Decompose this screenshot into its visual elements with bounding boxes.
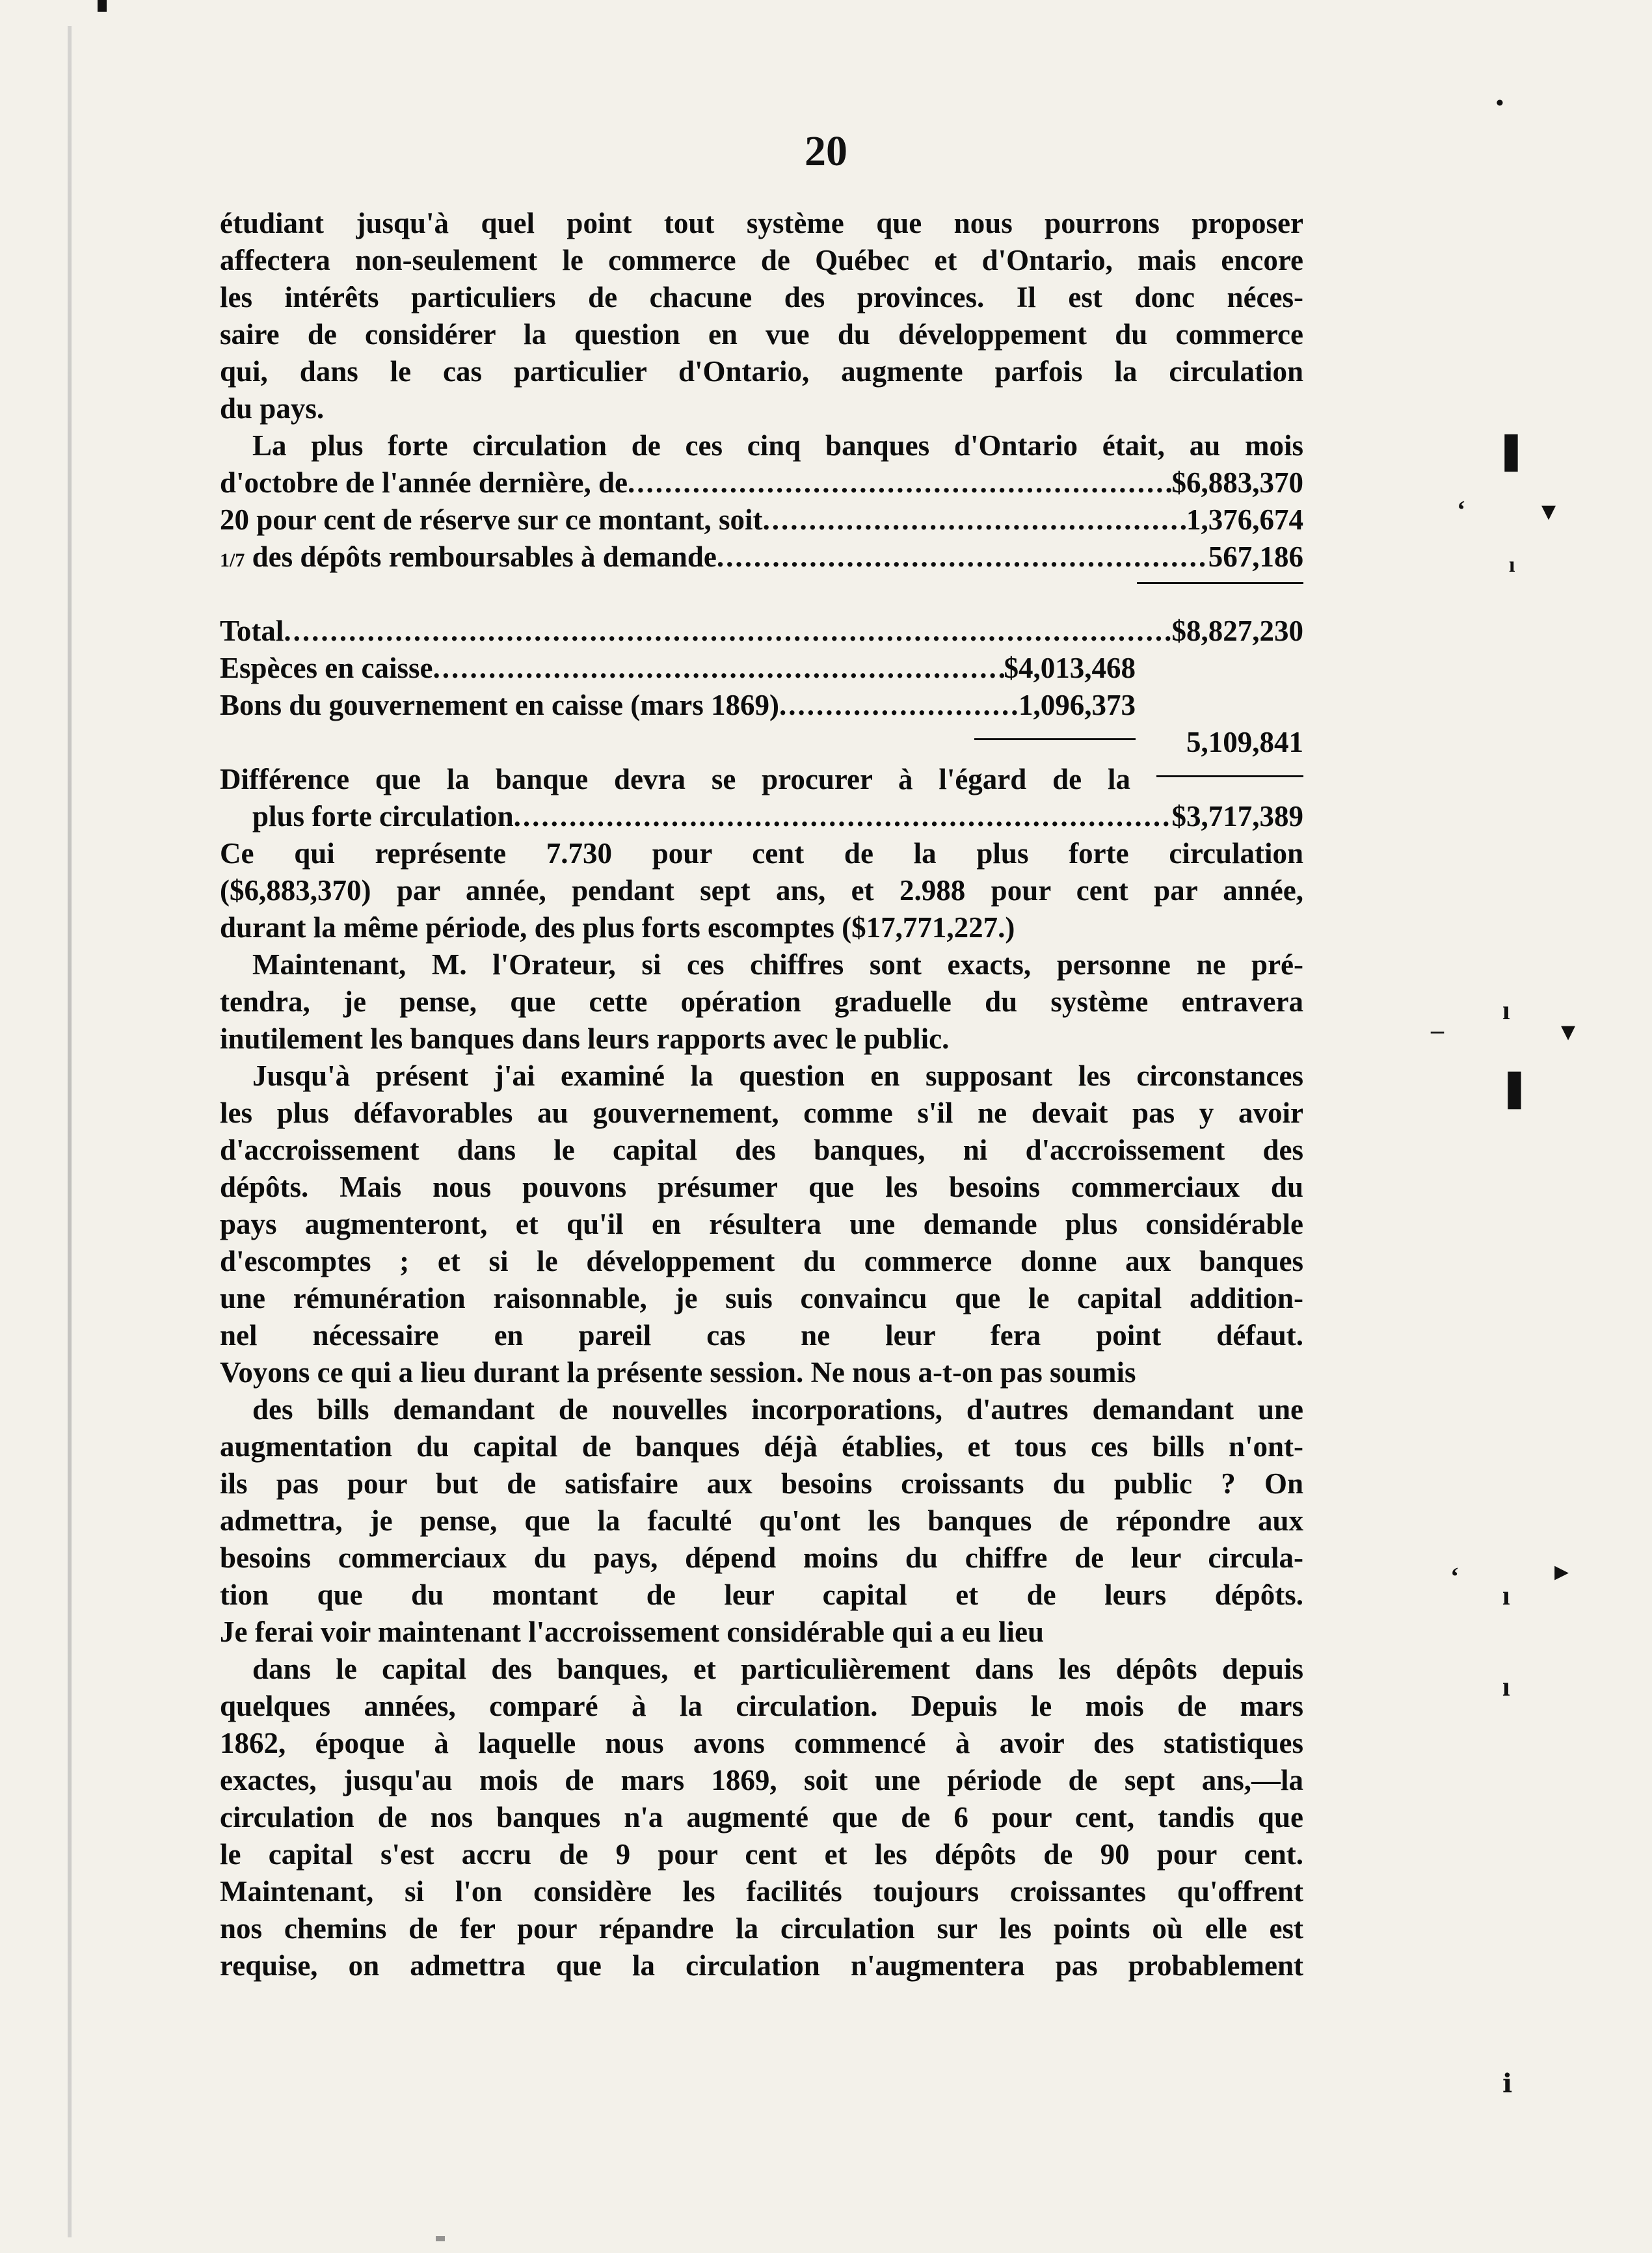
ledger-row-total [220, 613, 1303, 650]
text-line: Voyons ce qui a lieu durant la présente session. Ne nous a-t-on pas soumis [220, 1356, 1136, 1389]
ledger-value: 1,096,373 [1019, 689, 1136, 721]
text-line: quelques années, comparé à la circulation. Depuis le mois de mars [220, 1690, 1303, 1722]
ledger-row-gov-notes [220, 687, 1136, 724]
margin-mark-icon: ı [1502, 1581, 1510, 1611]
text-line: dans le capital des banques, et particulièrement dans les dépôts depuis [252, 1653, 1303, 1685]
ledger-row-difference-cont [220, 798, 1303, 835]
ledger-row-circulation [220, 464, 1303, 501]
ledger-row-reserve [220, 501, 1303, 539]
ledger-value: $8,827,230 [1171, 615, 1303, 647]
text-line: qui, dans le cas particulier d'Ontario, augmente parfois la circulation [220, 355, 1303, 388]
margin-mark-icon: ʻ [1457, 495, 1466, 524]
text-line: Ce qui représente 7.730 pour cent de la plus forte circulation [220, 837, 1303, 870]
margin-mark-icon: ▾ [1541, 495, 1556, 527]
leader-dots [779, 687, 1019, 724]
ledger-label: Différence que la banque devra se procurer à l'égard de la [220, 763, 1130, 795]
leader-dots [514, 798, 1172, 835]
ledger-value: $6,883,370 [1171, 466, 1303, 499]
ledger-value: 1,376,674 [1186, 503, 1303, 536]
text-line: inutilement les banques dans leurs rapports avec le public. [220, 1022, 950, 1055]
text-line: le capital s'est accru de 9 pour cent et les dépôts de 90 pour cent. [220, 1838, 1303, 1871]
ledger-label: Bons du gouvernement en caisse (mars 1869) [220, 689, 779, 721]
margin-mark-icon: ▾ [1561, 1015, 1576, 1047]
text-line: pays augmenteront, et qu'il en résultera une demande plus considérable [220, 1208, 1303, 1240]
leader-dots [433, 650, 1004, 687]
rule-line [220, 576, 1303, 613]
text-line [220, 1984, 1303, 2021]
text-line: ($6,883,370) par année, pendant sept ans, et 2.988 pour cent par année, [220, 874, 1303, 907]
ledger-label: Total [220, 615, 284, 647]
subtotal-rule [974, 738, 1136, 740]
text-line: les plus défavorables au gouvernement, comme s'il ne devait pas y avoir [220, 1097, 1303, 1129]
ledger-value: 5,109,841 [1186, 726, 1303, 758]
text-line: saire de considérer la question en vue du développement du commerce [220, 318, 1303, 351]
text-line: ils pas pour but de satisfaire aux besoins croissants du public ? On [220, 1467, 1303, 1500]
text-line: augmentation du capital de banques déjà établies, et tous ces bills n'ont- [220, 1430, 1303, 1463]
ledger-label: d'octobre de l'année dernière, de [220, 466, 628, 499]
fraction: 1/7 [220, 550, 245, 571]
text-line: admettra, je pense, que la faculté qu'ont les banques de répondre aux [220, 1504, 1303, 1537]
text-line: circulation de nos banques n'a augmenté que de 6 pour cent, tandis que [220, 1801, 1303, 1833]
text-line: une rémunération raisonnable, je suis convaincu que le capital addition- [220, 1282, 1303, 1314]
margin-mark-icon: ❚ [1496, 431, 1526, 471]
text-line: d'accroissement dans le capital des banques, ni d'accroissement des [220, 1134, 1303, 1166]
sum-rule [1137, 582, 1303, 584]
margin-mark-icon: ʻ [1450, 1562, 1459, 1591]
leader-dots [628, 464, 1171, 501]
text-line: Jusqu'à présent j'ai examiné la question en supposant les circonstances [252, 1060, 1303, 1092]
margin-mark-icon: ⅰ [1502, 2069, 1513, 2098]
text-line: dépôts. Mais nous pouvons présumer que les besoins commerciaux du [220, 1171, 1303, 1203]
margin-mark-icon: ı [1509, 553, 1515, 577]
ledger-label: 20 pour cent de réserve sur ce montant, soit [220, 503, 763, 536]
ledger-row-difference [220, 761, 1303, 798]
text-line: exactes, jusqu'au mois de mars 1869, soit une période de sept ans,—la [220, 1764, 1303, 1796]
scan-corner-mark [98, 0, 107, 12]
ledger-value: $3,717,389 [1171, 800, 1303, 833]
smudge-mark [436, 2236, 445, 2241]
ledger-label: 1/7 des dépôts remboursables à demande [220, 540, 717, 573]
text-line: Maintenant, M. l'Orateur, si ces chiffres sont exacts, personne ne pré- [252, 948, 1303, 981]
text-line: Je ferai voir maintenant l'accroissement considérable qui a eu lieu [220, 1616, 1044, 1648]
text-line: requise, on admettra que la circulation n'augmentera pas probablement [220, 1949, 1303, 1982]
ledger-row-deposits [220, 539, 1303, 576]
page-number: 20 [805, 127, 847, 175]
text-line: Maintenant, si l'on considère les facilités toujours croissantes qu'offrent [220, 1875, 1303, 1908]
text-line: besoins commerciaux du pays, dépend moins du chiffre de leur circula- [220, 1541, 1303, 1574]
scan-edge-shadow [68, 26, 72, 2237]
text-line: 1862, époque à laquelle nous avons commencé à avoir des statistiques [220, 1727, 1303, 1759]
ledger-label: plus forte circulation [252, 800, 514, 833]
text-line: nos chemins de fer pour répandre la circulation sur les points où elle est [220, 1912, 1303, 1945]
text-line: du pays. [220, 392, 325, 425]
leader-dots [762, 501, 1186, 539]
body-text [220, 205, 1303, 2059]
text-line: tion que du montant de leur capital et de leurs dépôts. [220, 1579, 1303, 1611]
margin-mark-icon: ı [1502, 1672, 1510, 1702]
text-line [220, 2021, 1303, 2059]
text-line: étudiant jusqu'à quel point tout système que nous pourrons proposer [220, 207, 1303, 239]
text-line: tendra, je pense, que cette opération graduelle du système entravera [220, 985, 1303, 1018]
text-line: durant la même période, des plus forts escomptes ($17,771,227.) [220, 911, 1015, 944]
margin-mark-icon: – [1431, 1015, 1444, 1045]
margin-mark-icon: ❚ [1499, 1068, 1530, 1108]
ledger-label: Espèces en caisse [220, 652, 433, 684]
text-line: des bills demandant de nouvelles incorporations, d'autres demandant une [252, 1393, 1303, 1426]
leader-dots [717, 539, 1208, 576]
text-line: affectera non-seulement le commerce de Québec et d'Ontario, mais encore [220, 244, 1303, 276]
ledger-value: 567,186 [1208, 540, 1303, 573]
text-line: La plus forte circulation de ces cinq banques d'Ontario était, au mois [252, 429, 1303, 462]
margin-mark-icon: ı [1502, 996, 1510, 1026]
margin-mark-icon: • [1496, 91, 1504, 115]
ledger-value: $4,013,468 [1004, 652, 1136, 684]
text-line: d'escomptes ; et si le développement du commerce donne aux banques [220, 1245, 1303, 1277]
ledger-row-cash [220, 650, 1136, 687]
leader-dots [284, 613, 1171, 650]
difference-rule [1156, 775, 1303, 777]
margin-mark-icon: ▸ [1554, 1555, 1569, 1587]
text-line: les intérêts particuliers de chacune des provinces. Il est donc néces- [220, 281, 1303, 313]
text-line: nel nécessaire en pareil cas ne leur fera point défaut. [220, 1319, 1303, 1352]
ledger-row-subtotal [220, 724, 1303, 761]
